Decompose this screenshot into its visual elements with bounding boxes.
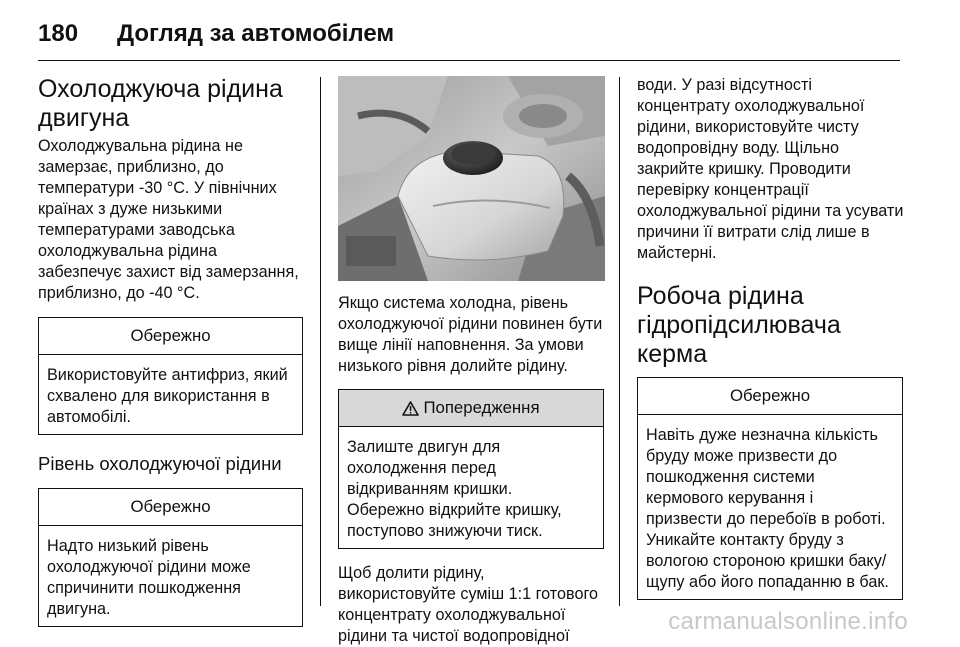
text-line: схвалено для використання в [47,387,270,405]
caution-body [39,355,302,434]
coolant-level-heading: Рівень охолоджуючої рідини [38,453,282,474]
text-line: Якщо система холодна, рівень [338,294,569,312]
coolant-reservoir-photo [338,76,605,281]
text-line: температурами заводська [38,221,235,239]
caution-box-antifreeze [38,317,303,435]
header-divider [38,60,900,61]
warning-header [339,390,603,427]
column-divider-left [320,77,321,606]
caution-body [638,415,902,599]
text-line: Залиште двигун для [347,438,501,456]
text-line: перевірку концентрації [637,181,809,199]
text-line: охолоджувальної рідини та усувати [637,202,904,220]
caution-body [39,526,302,626]
text-line: автомобілі. [47,408,132,426]
column-3 [637,75,903,600]
section-title: Догляд за автомобілем [117,20,395,47]
warning-triangle-icon [402,401,419,416]
coolant-heading-line: двигуна [38,104,130,132]
text-line: призвести до перебоїв в роботі. [646,510,886,528]
text-line: охолоджуючої рідини може [47,558,251,576]
power-steering-heading [637,282,903,369]
caution-box-low-level [38,488,303,627]
text-line: води. У разі відсутності [637,76,812,94]
text-line: концентрату охолоджувальної [338,606,566,624]
text-line: Обережно відкрийте кришку, [347,501,562,519]
text-line: Щоб долити рідину, [338,564,485,582]
text-line: бруду може призвести до [646,447,838,465]
caution-title: Обережно [638,378,902,415]
text-line: країнах з дуже низькими [38,200,223,218]
coolant-level-paragraph [338,293,604,377]
text-line: вологою стороною кришки баку/ [646,552,887,570]
warning-title: Попередження [423,398,540,417]
page-header [38,14,922,54]
text-line: приблизно, до -40 °C. [38,284,200,302]
page-number: 180 [38,20,79,47]
coolant-heading [38,75,303,133]
text-line: вище лінії наповнення. За умови [338,336,584,354]
caution-title: Обережно [39,489,302,526]
power-steering-heading-line: гідропідсилювача керма [637,311,841,368]
watermark: carmanualsonline.info [668,608,908,635]
text-line: охолоджуючої рідини повинен бути [338,315,603,333]
text-line: охолоджувальна рідина [38,242,217,260]
power-steering-heading-line: Робоча рідина [637,282,804,310]
text-line: закрийте кришку. Проводити [637,160,851,178]
text-line: Уникайте контакту бруду з [646,531,844,549]
text-line: щупу або його попаданню в бак. [646,573,889,591]
text-line: концентрату охолоджувальної [637,97,865,115]
text-line: використовуйте суміш 1:1 готового [338,585,599,603]
text-line: рідини, використовуйте чисту [637,118,859,136]
column-2 [338,76,604,647]
caution-box-dirt [637,377,903,600]
text-line: температури -30 °C. У північних [38,179,277,197]
text-line: охолодження перед [347,459,496,477]
caution-title: Обережно [39,318,302,355]
text-line: Надто низький рівень [47,537,209,555]
text-line: водопровідну воду. Щільно [637,139,840,157]
text-line: спричинити пошкодження [47,579,241,597]
text-line: кермового керування і [646,489,814,507]
top-up-paragraph [338,563,604,647]
text-line: рідини та чистої водопровідної [338,627,570,645]
column-divider-right [619,77,620,606]
text-line: причини її витрати слід лише в [637,223,870,241]
text-line: майстерні. [637,244,717,262]
text-line: Навіть дуже незначна кількість [646,426,878,444]
text-line: двигуна. [47,600,111,618]
water-paragraph [637,75,903,264]
engine-bay-illustration [338,76,605,281]
warning-body [339,427,603,548]
text-line: відкриванням кришки. [347,480,513,498]
coolant-heading-line: Охолоджуюча рідина [38,75,283,103]
warning-box-pressure [338,389,604,549]
column-1 [38,72,303,627]
coolant-intro [38,136,303,304]
text-line: низького рівня долийте рідину. [338,357,568,375]
text-line: забезпечує захист від замерзання, [38,263,299,281]
text-line: поступово знижуючи тиск. [347,522,543,540]
text-line: пошкодження системи [646,468,815,486]
text-line: Охолоджувальна рідина не [38,137,243,155]
text-line: замерзає, приблизно, до [38,158,224,176]
text-line: Використовуйте антифриз, який [47,366,288,384]
